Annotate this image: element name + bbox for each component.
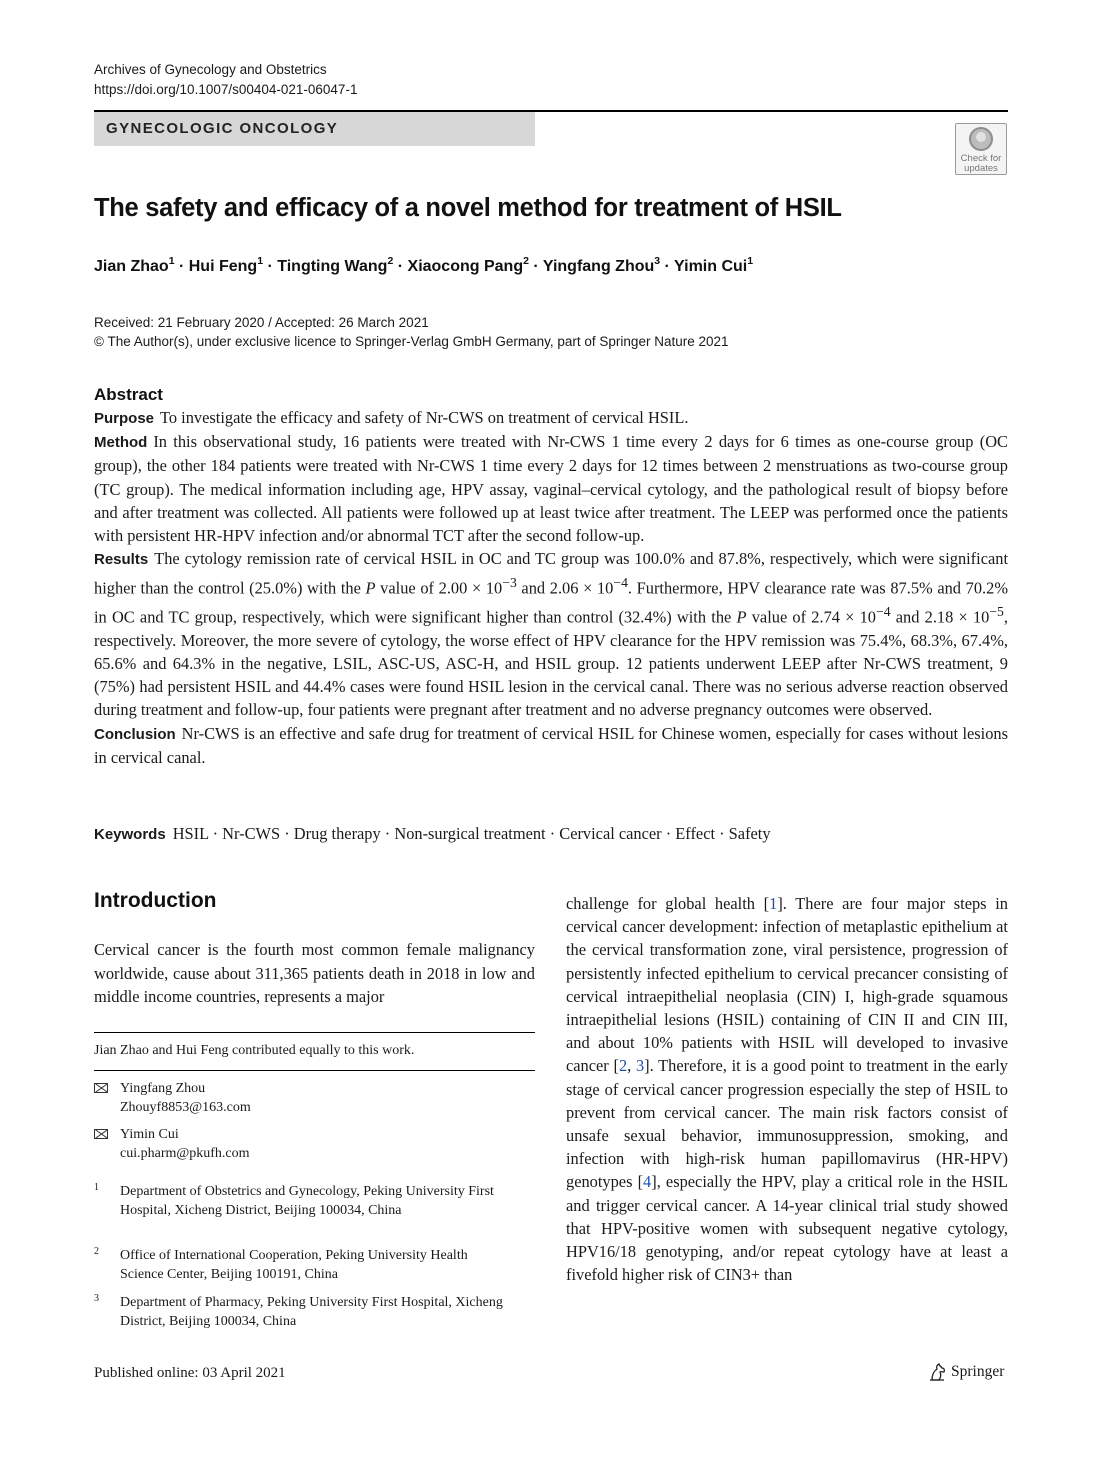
results-text: The cytology remission rate of cervical HSIL in OC and TC group was 100.0% and 87.8%, respectively, which were significant higher than the control (25.0%) with the bbox=[94, 549, 1008, 598]
journal-header bbox=[94, 60, 357, 100]
abstract-section bbox=[94, 383, 1008, 769]
footnote-rule bbox=[94, 1032, 535, 1033]
author-affiliation: 2 bbox=[387, 255, 394, 267]
author-name[interactable]: Xiaocong Pang bbox=[407, 258, 524, 275]
springer-horse-icon bbox=[928, 1362, 948, 1382]
intro-text: challenge for global health [ bbox=[566, 894, 770, 913]
badge-text-line2: updates bbox=[964, 163, 998, 174]
affiliation-number: 3 bbox=[94, 1293, 99, 1304]
publisher-name: Springer bbox=[951, 1363, 1005, 1380]
author-name[interactable]: Yingfang Zhou bbox=[542, 258, 655, 275]
article-title: The safety and efficacy of a novel method for treatment of HSIL bbox=[94, 194, 842, 222]
corresponding-name: Yimin Cui bbox=[120, 1127, 179, 1142]
citation-link[interactable]: 2 bbox=[618, 1056, 628, 1076]
author-affiliation: 1 bbox=[257, 255, 264, 267]
affiliation-text: Department of Pharmacy, Peking University First Hospital, Xicheng District, Beijing 100034, China bbox=[120, 1295, 503, 1329]
affiliation-number: 2 bbox=[94, 1246, 99, 1257]
author-name[interactable]: Jian Zhao bbox=[94, 258, 169, 275]
exponent: −4 bbox=[876, 604, 891, 620]
section-band bbox=[94, 112, 535, 146]
affiliation-text: Office of International Cooperation, Peking University Health Science Center, Beijing 100191, China bbox=[120, 1248, 468, 1282]
citation-link[interactable]: 1 bbox=[769, 894, 778, 913]
article-history bbox=[94, 313, 729, 351]
exponent: −4 bbox=[613, 575, 628, 591]
keywords-text: HSIL · Nr-CWS · Drug therapy · Non-surgical treatment · Cervical cancer · Effect · Safety bbox=[172, 824, 771, 843]
equal-contribution-note: Jian Zhao and Hui Feng contributed equally to this work. bbox=[94, 1043, 415, 1058]
results-text: . Furthermore, HPV clearance rate was 87.5% and 70.2% in OC and TC group, respectively, which were significant higher than control (32.4%) with the bbox=[94, 578, 1008, 627]
results-text: value of 2.74 × 10 bbox=[746, 607, 877, 627]
results-text: and 2.18 × 10 bbox=[890, 607, 990, 627]
results-label: Results bbox=[94, 551, 149, 569]
envelope-icon bbox=[94, 1129, 108, 1139]
results-text: value of 2.00 × 10 bbox=[375, 578, 503, 598]
author-affiliation: 1 bbox=[747, 255, 754, 267]
doi-link[interactable]: https://doi.org/10.1007/s00404-021-06047-1 bbox=[94, 82, 358, 97]
corresponding-email[interactable]: cui.pharm@pkufh.com bbox=[120, 1145, 250, 1161]
published-date: Published online: 03 April 2021 bbox=[94, 1365, 286, 1381]
p-symbol: P bbox=[736, 607, 747, 627]
journal-name: Archives of Gynecology and Obstetrics bbox=[94, 62, 327, 77]
results-text: and 2.06 × 10 bbox=[516, 578, 614, 598]
method-text: In this observational study, 16 patients were treated with Nr-CWS 1 time every 2 days for 6 times as one-course group (OC group), the other 184 patients were treated with Nr-CWS 1 time every 2 days for 12 times between 2 menstruations as two-course group (TC group). The medical information including age, HPV assay, vaginal–cervical cytology, and the pathological result of biopsy before and after treatment was collected. All patients were followed up at least twice after treatment. The LEEP was performed once the patients with persistent HR-HPV infection and/or abnormal TCT after the second follow-up. bbox=[94, 432, 1008, 546]
results-text: , respectively. Moreover, the more severe of cytology, the worse effect of HPV clearance for the HPV remission was 75.4%, 68.3%, 67.4%, 65.6% and 64.3% in the negative, LSIL, ASC-US, ASC-H, and HSIL group. 12 patients underwent LEEP after Nr-CWS treatment, 9 (75%) had persistent HSIL and 44.4% cases were found HSIL lesion in the cervical canal. There was no serious adverse reaction observed during treatment and follow-up, four patients were pregnant after treatment and no adverse pregnancy outcomes were observed. bbox=[94, 607, 1008, 720]
abstract-conclusion bbox=[94, 722, 1008, 769]
abstract-purpose bbox=[94, 406, 1008, 430]
author-affiliation: 1 bbox=[168, 255, 175, 267]
section-label: GYNECOLOGIC ONCOLOGY bbox=[106, 120, 339, 137]
intro-right-column bbox=[566, 892, 1008, 1286]
author-list: Jian Zhao$^1$ · Hui Feng$^1$ · Tingting Wang$^2$ · Xiaocong Pang$^2$ · Yingfang Zhou$^3$ · Yimin Cui$^1$ bbox=[94, 255, 754, 275]
exponent: −5 bbox=[989, 604, 1004, 620]
author-name[interactable]: Yimin Cui bbox=[674, 258, 748, 275]
footnote-rule bbox=[94, 1070, 535, 1071]
exponent: −3 bbox=[502, 575, 517, 591]
corresponding-name: Yingfang Zhou bbox=[120, 1081, 206, 1096]
intro-text: ]. There are four major steps in cervical cancer development: infection of metaplastic epithelium at the cervical transformation zone, viral persistence, progression of persistently infected epithelium to cervical precancer consisting of cervical intraepithelial neoplasia (CIN) I, high-grade squamous intraepithelial lesions (HSIL) containing of CIN II and CIN III, and about 10% patients with HSIL will developed to invasive cancer [ bbox=[566, 894, 1008, 1076]
author-name[interactable]: Hui Feng bbox=[188, 258, 258, 275]
badge-text-line1: Check for bbox=[960, 153, 1002, 164]
purpose-label: Purpose bbox=[94, 410, 155, 427]
copyright-line: © The Author(s), under exclusive licence to Springer-Verlag GmbH Germany, part of Springer Nature 2021 bbox=[94, 334, 729, 349]
abstract-heading: Abstract bbox=[94, 385, 163, 404]
abstract-results bbox=[94, 547, 1008, 721]
introduction-heading: Introduction bbox=[94, 889, 217, 912]
conclusion-text: Nr-CWS is an effective and safe drug for treatment of cervical HSIL for Chinese women, especially for cases without lesions in cervical canal. bbox=[94, 723, 1008, 767]
check-updates-icon bbox=[969, 127, 993, 151]
abstract-method bbox=[94, 430, 1008, 547]
keywords-label: Keywords bbox=[94, 826, 166, 843]
keywords bbox=[94, 822, 1008, 846]
intro-text: , bbox=[627, 1056, 636, 1076]
author-name[interactable]: Tingting Wang bbox=[277, 258, 388, 275]
check-for-updates-badge[interactable] bbox=[955, 123, 1007, 175]
citation-link[interactable]: 4 bbox=[643, 1172, 652, 1192]
author-affiliation: 2 bbox=[523, 255, 529, 267]
purpose-text: To investigate the efficacy and safety of Nr-CWS on treatment of cervical HSIL. bbox=[160, 408, 689, 427]
corresponding-email[interactable]: Zhouyf8853@163.com bbox=[120, 1099, 251, 1115]
conclusion-label: Conclusion bbox=[94, 725, 176, 743]
method-label: Method bbox=[94, 434, 148, 452]
p-symbol: P bbox=[365, 578, 376, 598]
affiliation-text: Department of Obstetrics and Gynecology, Peking University First Hospital, Xicheng District, Beijing 100034, China bbox=[120, 1184, 494, 1218]
intro-text: ], especially the HPV, play a critical role in the HSIL and trigger cervical cancer. A 14-year clinical trial study showed that HPV-positive women with subsequent negative cytology, HPV16/18 genotyping, and/or repeat cytology have at least a fivefold higher risk of CIN3+ than bbox=[566, 1172, 1009, 1285]
affiliation-number: 1 bbox=[94, 1182, 99, 1193]
intro-text: ]. Therefore, it is a good point to treatment in the early stage of cervical cancer progression especially the step of HSIL to prevent from cervical cancer. The main risk factors consist of unsafe sexual behavior, immunosuppression, smoking, and infection with high-risk human papillomavirus (HR-HPV) genotypes [ bbox=[566, 1056, 1008, 1192]
citation-link[interactable]: 3 bbox=[635, 1056, 645, 1076]
envelope-icon bbox=[94, 1083, 108, 1093]
intro-left-column: Cervical cancer is the fourth most common female malignancy worldwide, cause about 311,365 patients death in 2018 in low and middle income countries, represents a major bbox=[94, 940, 535, 1007]
author-affiliation: 3 bbox=[654, 255, 661, 267]
received-accepted: Received: 21 February 2020 / Accepted: 26 March 2021 bbox=[94, 315, 429, 330]
